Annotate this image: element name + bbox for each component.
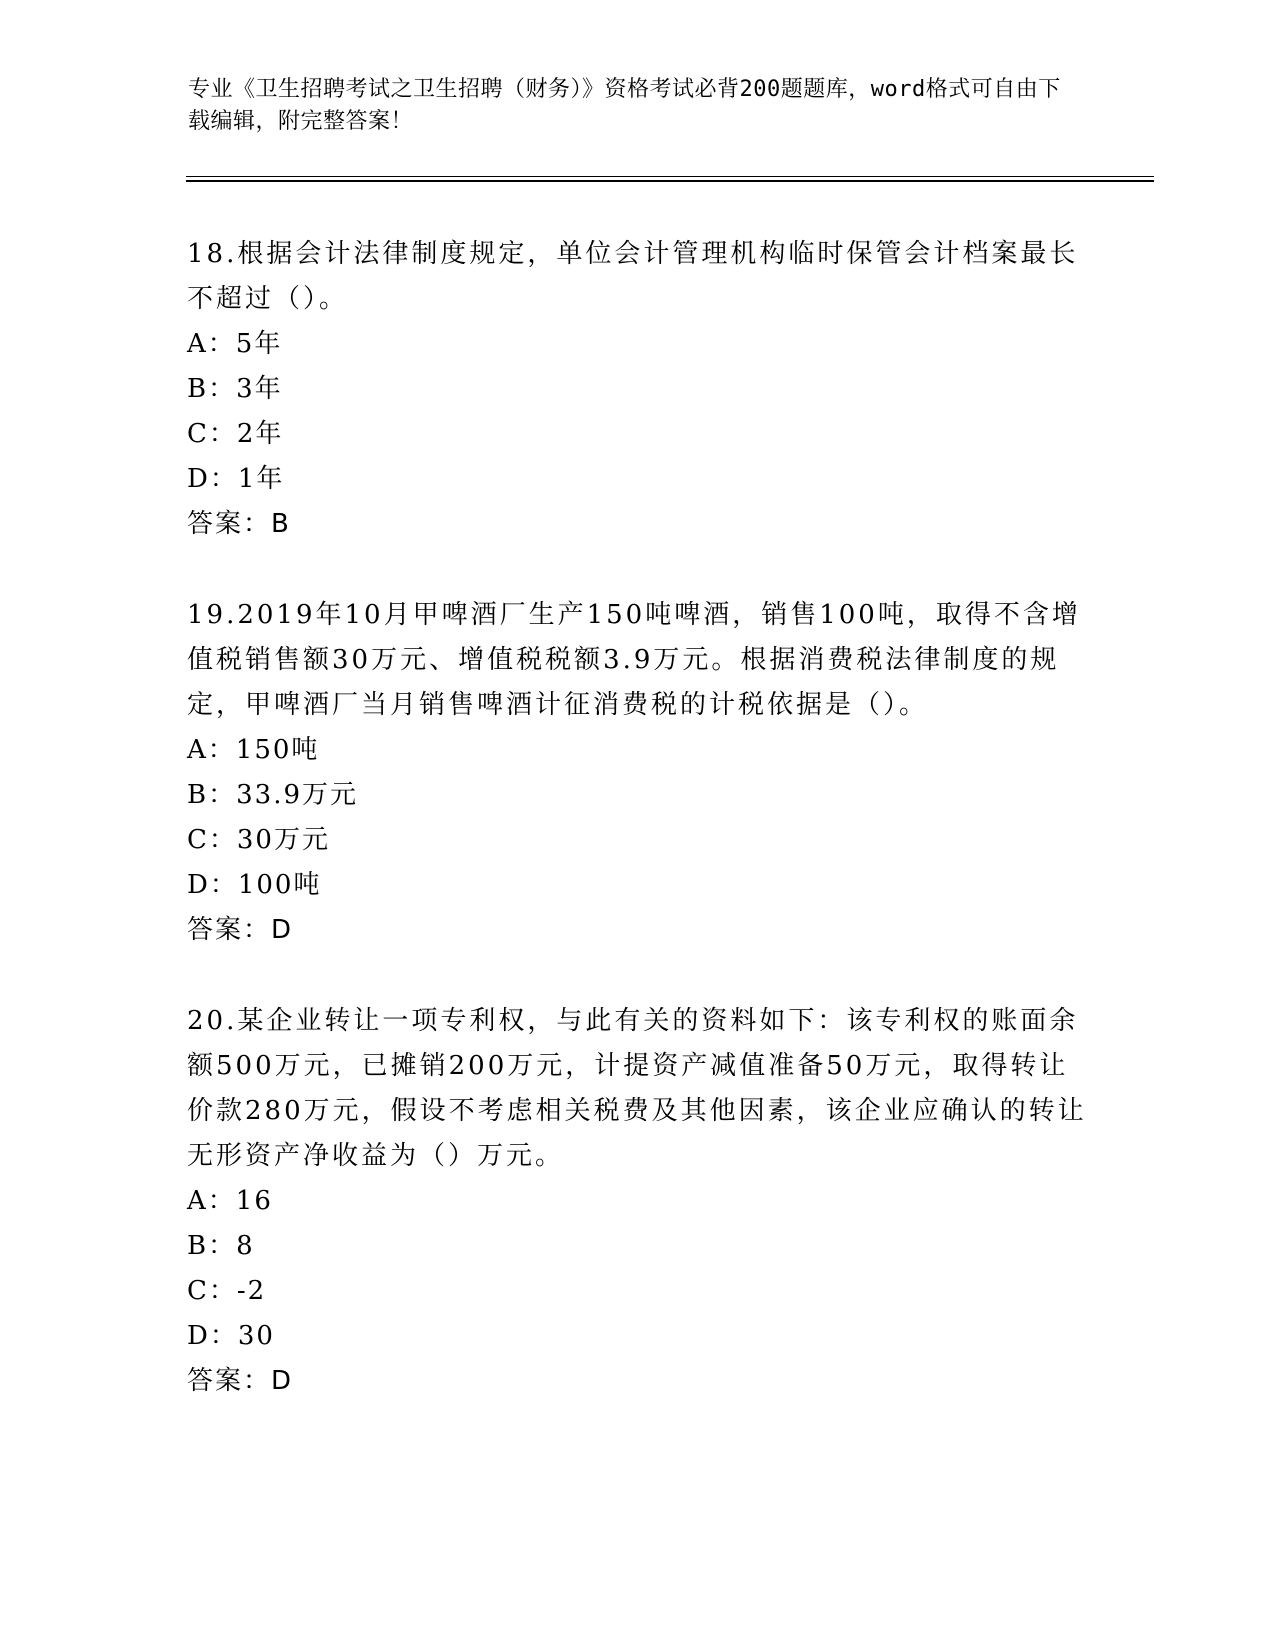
option-b: B：33.9万元 bbox=[187, 780, 358, 810]
question-text: 18.根据会计法律制度规定，单位会计管理机构临时保管会计档案最长不超过（）。 bbox=[187, 239, 1079, 314]
option-a: A：150吨 bbox=[187, 735, 320, 765]
answer-label: 答案：B bbox=[187, 509, 291, 539]
option-d: D：1年 bbox=[187, 464, 285, 494]
option-b: B：3年 bbox=[187, 374, 283, 404]
question-18 bbox=[187, 232, 1087, 547]
option-d: D：30 bbox=[187, 1321, 275, 1351]
option-c: C：2年 bbox=[187, 419, 284, 449]
option-c: C：30万元 bbox=[187, 825, 330, 855]
header-divider-thin bbox=[186, 176, 1154, 177]
option-c: C：-2 bbox=[187, 1276, 267, 1306]
question-19 bbox=[187, 593, 1087, 953]
option-b: B：8 bbox=[187, 1231, 255, 1261]
option-a: A：16 bbox=[187, 1186, 273, 1216]
option-d: D：100吨 bbox=[187, 870, 322, 900]
header-divider-thick bbox=[186, 180, 1154, 182]
question-text: 20.某企业转让一项专利权，与此有关的资料如下：该专利权的账面余额500万元，已摊销200万元，计提资产减值准备50万元，取得转让价款280万元，假设不考虑相关税费及其他因素，该企业应确认的转让无形资产净收益为（）万元。 bbox=[187, 1006, 1087, 1171]
question-text: 19.2019年10月甲啤酒厂生产150吨啤酒，销售100吨，取得不含增值税销售额30万元、增值税税额3.9万元。根据消费税法律制度的规定，甲啤酒厂当月销售啤酒计征消费税的计税依据是（）。 bbox=[187, 600, 1081, 720]
question-list bbox=[187, 232, 1087, 1450]
answer-label: 答案：D bbox=[187, 1366, 294, 1396]
option-a: A：5年 bbox=[187, 329, 283, 359]
answer-label: 答案：D bbox=[187, 915, 294, 945]
question-20 bbox=[187, 999, 1087, 1404]
document-header: 专业《卫生招聘考试之卫生招聘（财务）》资格考试必背200题题库，word格式可自由下载编辑，附完整答案！ bbox=[188, 77, 1061, 134]
